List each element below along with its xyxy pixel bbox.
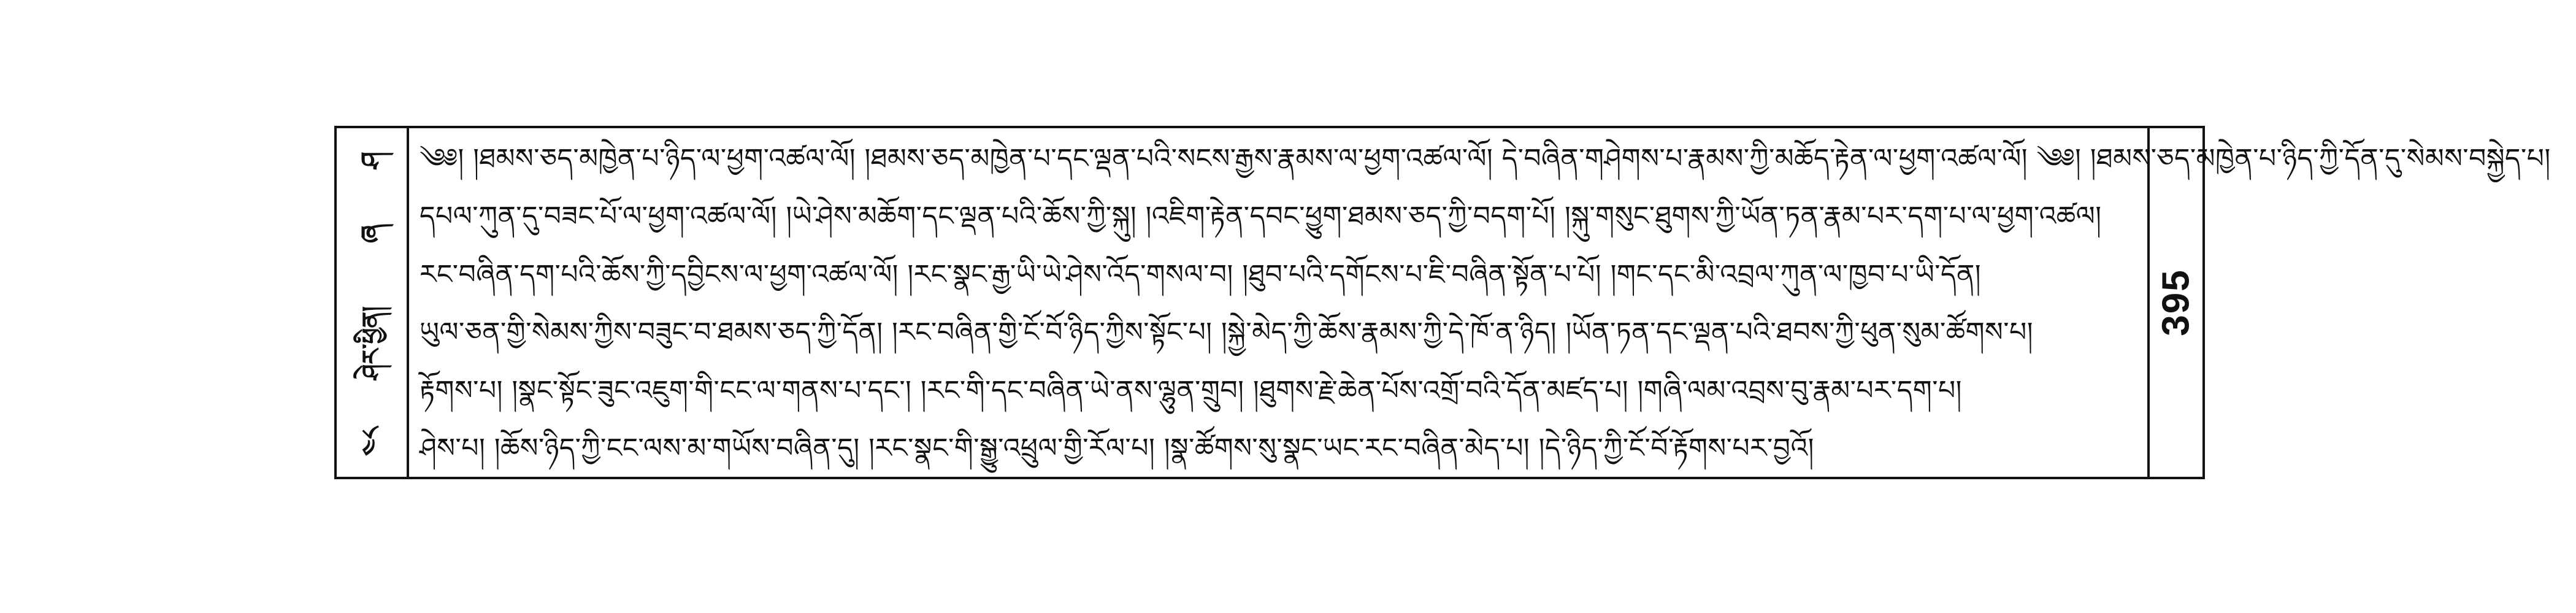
left-margin xyxy=(337,128,409,477)
text-line-3: རང་བཞིན་དག་པའི་ཆོས་ཀྱི་དབྱིངས་ལ་ཕྱག་འཚལ་ལོ། །རང་སྣང་རྒྱ་ཡི་ཡེ་ཤེས་འོད་གསལ་བ། །ཐུབ་པའི་དགོངས་པ་ཇི་བཞིན་སྟོན་པ་པོ། །གང་དང་མི་འབྲལ་ཀུན་ལ་ཁྱབ་པ་ཡི་དོན། xyxy=(420,258,1982,290)
margin-title: ཤེར་ཕྱིན། xyxy=(358,306,386,380)
text-line xyxy=(420,313,2138,352)
margin-folio-number: ༤༨ xyxy=(358,426,386,456)
text-line xyxy=(420,255,2138,295)
text-line-5: རྟོགས་པ། །སྣང་སྟོང་ཟུང་འཇུག་གི་ངང་ལ་གནས་པ་དང་། །རང་གི་དང་བཞིན་ཡེ་ནས་ལྷུན་གྲུབ། །ཐུགས་རྗེ་ཆེན་པོས་འགྲོ་བའི་དོན་མཛད་པ། །གཞི་ལམ་འབྲས་བུ་རྣམ་པར་དག་པ། xyxy=(420,374,1962,406)
text-line-1: ༄༅། །ཐམས་ཅད་མཁྱེན་པ་ཉིད་ལ་ཕྱག་འཚལ་ལོ། །ཐམས་ཅད་མཁྱེན་པ་དང་ལྡན་པའི་སངས་རྒྱས་རྣམས་ལ་ཕྱག་འཚལ་ལོ། དེ་བཞིན་གཤེགས་པ་རྣམས་ཀྱི་མཆོད་རྟེན་ལ་ཕྱག་འཚལ་ལོ། ༄༅། །ཐམས་ཅད་མཁྱེན་པ་ཉིད་ཀྱི་དོན་དུ་སེམས་བསྐྱེད་པ། xyxy=(420,143,2551,174)
margin-folio-letter: ཤ xyxy=(356,152,387,169)
right-margin xyxy=(2147,128,2202,477)
text-line-2: དཔལ་ཀུན་དུ་བཟང་པོ་ལ་ཕྱག་འཚལ་ལོ། །ཡེ་ཤེས་མཆོག་དང་ལྡན་པའི་ཆོས་ཀྱི་སྐུ། །འཇིག་རྟེན་དབང་ཕྱུག་ཐམས་ཅད་ཀྱི་བདག་པོ། །སྐུ་གསུང་ཐུགས་ཀྱི་ཡོན་ཏན་རྣམ་པར་དག་པ་ལ་ཕྱག་འཚལ། xyxy=(420,201,2102,233)
text-line-4: ཡུལ་ཅན་གྱི་སེམས་ཀྱིས་བཟུང་བ་ཐམས་ཅད་ཀྱི་དོན། །རང་བཞིན་གྱི་ངོ་བོ་ཉིད་ཀྱིས་སྟོང་པ། །སྐྱེ་མེད་ཀྱི་ཆོས་རྣམས་ཀྱི་དེ་ཁོ་ན་ཉིད། །ཡོན་ཏན་དང་ལྡན་པའི་ཐབས་ཀྱི་ཕུན་སུམ་ཚོགས་པ། xyxy=(420,317,2033,349)
text-line xyxy=(420,429,2138,468)
page-number: 395 xyxy=(2155,269,2198,336)
text-line xyxy=(420,197,2138,236)
margin-volume: ཞ xyxy=(356,224,387,244)
text-line xyxy=(420,139,2551,179)
folio-page xyxy=(334,126,2551,479)
text-line xyxy=(420,371,2138,411)
text-line-6: ཤེས་པ། །ཆོས་ཉིད་ཀྱི་ངང་ལས་མ་གཡོས་བཞིན་དུ། །རང་སྣང་གི་སྒྱུ་འཕྲུལ་གྱི་རོལ་པ། །སྣ་ཚོགས་སུ་སྣང་ཡང་རང་བཞིན་མེད་པ། །དེ་ཉིད་ཀྱི་ངོ་བོ་རྟོགས་པར་བྱའོ། xyxy=(420,432,1814,464)
